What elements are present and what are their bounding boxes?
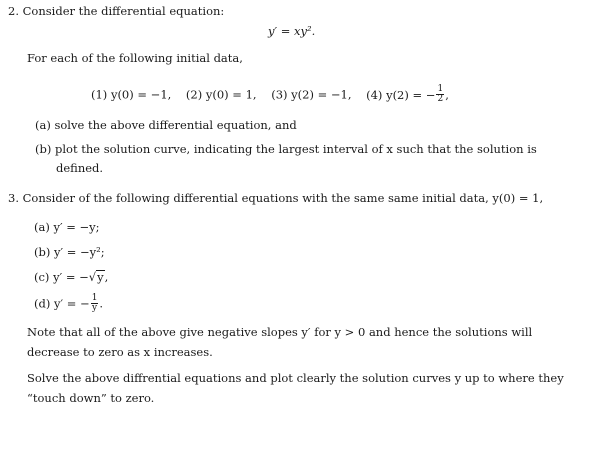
fraction-numerator: 1 [437, 84, 444, 94]
fraction-denominator: y [92, 303, 98, 313]
solve-line1: Solve the above diffrential equations and plot clearly the solution curves y up to where they [27, 371, 564, 385]
note-line1: Note that all of the above give negative slopes y′ for y > 0 and hence the solutions will [27, 325, 533, 339]
initial-condition-4 [366, 84, 449, 104]
problem-2-part-b-line1: (b) plot the solution curve, indicating the largest interval of x such that the solution is [35, 142, 537, 156]
fraction-one-half [436, 85, 444, 104]
problem-2-part-a: (a) solve the above differential equation, and [35, 118, 297, 132]
fraction-denominator: 2 [437, 94, 444, 104]
problem-3-heading: 3. Consider of the following differential equations with the same same initial data, y(0) = 1, [8, 191, 544, 205]
equation-c-suffix: , [104, 270, 109, 284]
fraction-one-over-y [91, 294, 99, 313]
sqrt-radicand: y [97, 270, 104, 284]
equation-a: (a) y′ = −y; [34, 220, 100, 234]
equation-d-prefix: (d) y′ = − [34, 296, 90, 311]
equation-b: (b) y′ = −y²; [34, 245, 105, 259]
initial-data-list [91, 86, 449, 105]
equation-c: (c) y′ = −√y, [34, 270, 109, 284]
initial-condition-4-prefix: (4) y(2) = − [366, 87, 436, 102]
equation-c-prefix: (c) y′ = − [34, 270, 89, 284]
note-line2: decrease to zero as x increases. [27, 345, 213, 359]
initial-condition-1: (1) y(0) = −1, [91, 87, 172, 102]
initial-condition-4-suffix: , [445, 87, 449, 102]
initial-condition-2: (2) y(0) = 1, [185, 87, 257, 102]
initial-condition-3: (3) y(2) = −1, [271, 87, 352, 102]
problem-2-part-b-line2: defined. [56, 161, 104, 175]
problem-2-heading: 2. Consider the differential equation: [8, 4, 225, 18]
equation-d [34, 295, 103, 314]
problem-2-equation: y′ = xy². [268, 24, 316, 38]
solve-line2: “touch down” to zero. [27, 391, 155, 405]
fraction-numerator: 1 [91, 293, 98, 303]
problem-2-intro: For each of the following initial data, [27, 51, 243, 65]
equation-d-suffix: . [99, 296, 104, 311]
